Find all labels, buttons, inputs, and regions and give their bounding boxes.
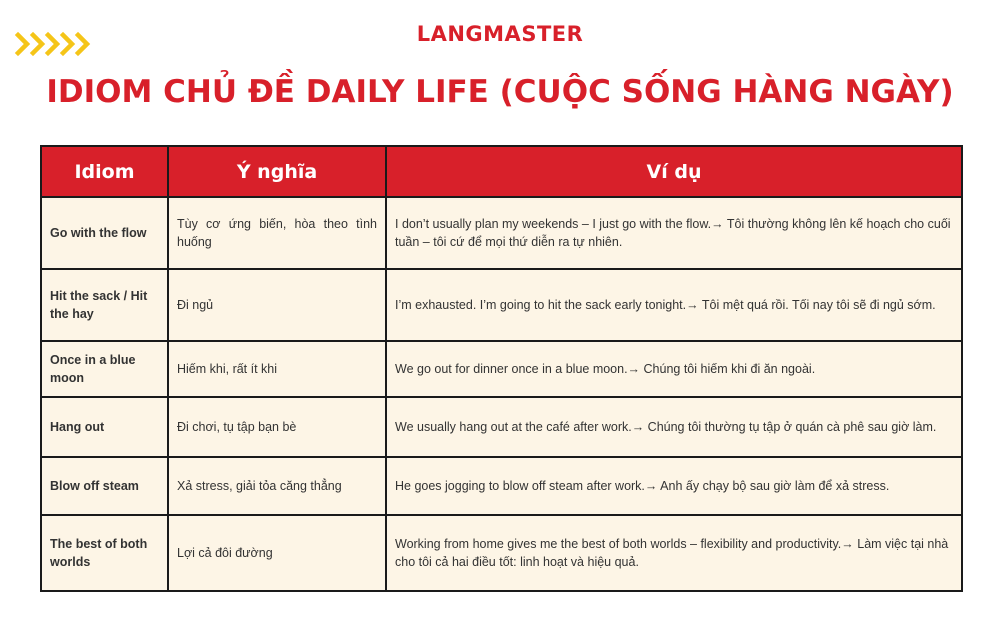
brand-logo: LANGMASTER	[416, 22, 584, 46]
table-row	[41, 515, 962, 591]
table-row	[41, 457, 962, 515]
idiom-cell: Hit the sack / Hit the hay	[41, 269, 168, 341]
example-cell: We go out for dinner once in a blue moon.→ Chúng tôi hiếm khi đi ăn ngoài.	[386, 341, 962, 397]
idiom-cell: Hang out	[41, 397, 168, 457]
table-row	[41, 341, 962, 397]
example-cell: I’m exhausted. I’m going to hit the sack early tonight.→ Tôi mệt quá rồi. Tối nay tôi sẽ đi ngủ sớm.	[386, 269, 962, 341]
header-meaning: Ý nghĩa	[168, 146, 386, 197]
idiom-table	[40, 145, 963, 592]
table-row	[41, 397, 962, 457]
idiom-cell: Once in a blue moon	[41, 341, 168, 397]
meaning-cell: Xả stress, giải tỏa căng thẳng	[168, 457, 386, 515]
meaning-cell: Hiếm khi, rất ít khi	[168, 341, 386, 397]
page-title: IDIOM CHỦ ĐỀ DAILY LIFE (CUỘC SỐNG HÀNG NGÀY)	[46, 74, 954, 110]
example-cell: Working from home gives me the best of both worlds – flexibility and productivity.→ Làm việc tại nhà cho tôi cả hai điều tốt: linh hoạt và hiệu quả.	[386, 515, 962, 591]
header-idiom: Idiom	[41, 146, 168, 197]
idiom-cell: Go with the flow	[41, 197, 168, 269]
example-cell: He goes jogging to blow off steam after work.→ Anh ấy chạy bộ sau giờ làm để xả stress.	[386, 457, 962, 515]
table-row	[41, 197, 962, 269]
table-header-row	[41, 146, 962, 197]
meaning-cell: Đi ngủ	[168, 269, 386, 341]
meaning-cell: Tùy cơ ứng biến, hòa theo tình huống	[168, 197, 386, 269]
example-cell: I don’t usually plan my weekends – I just go with the flow.→ Tôi thường không lên kế hoạch cho cuối tuần – tôi cứ để mọi thứ diễn ra tự nhiên.	[386, 197, 962, 269]
idiom-cell: The best of both worlds	[41, 515, 168, 591]
meaning-cell: Lợi cả đôi đường	[168, 515, 386, 591]
idiom-cell: Blow off steam	[41, 457, 168, 515]
meaning-cell: Đi chơi, tụ tập bạn bè	[168, 397, 386, 457]
table-row	[41, 269, 962, 341]
example-cell: We usually hang out at the café after work.→ Chúng tôi thường tụ tập ở quán cà phê sau giờ làm.	[386, 397, 962, 457]
header-example: Ví dụ	[386, 146, 962, 197]
